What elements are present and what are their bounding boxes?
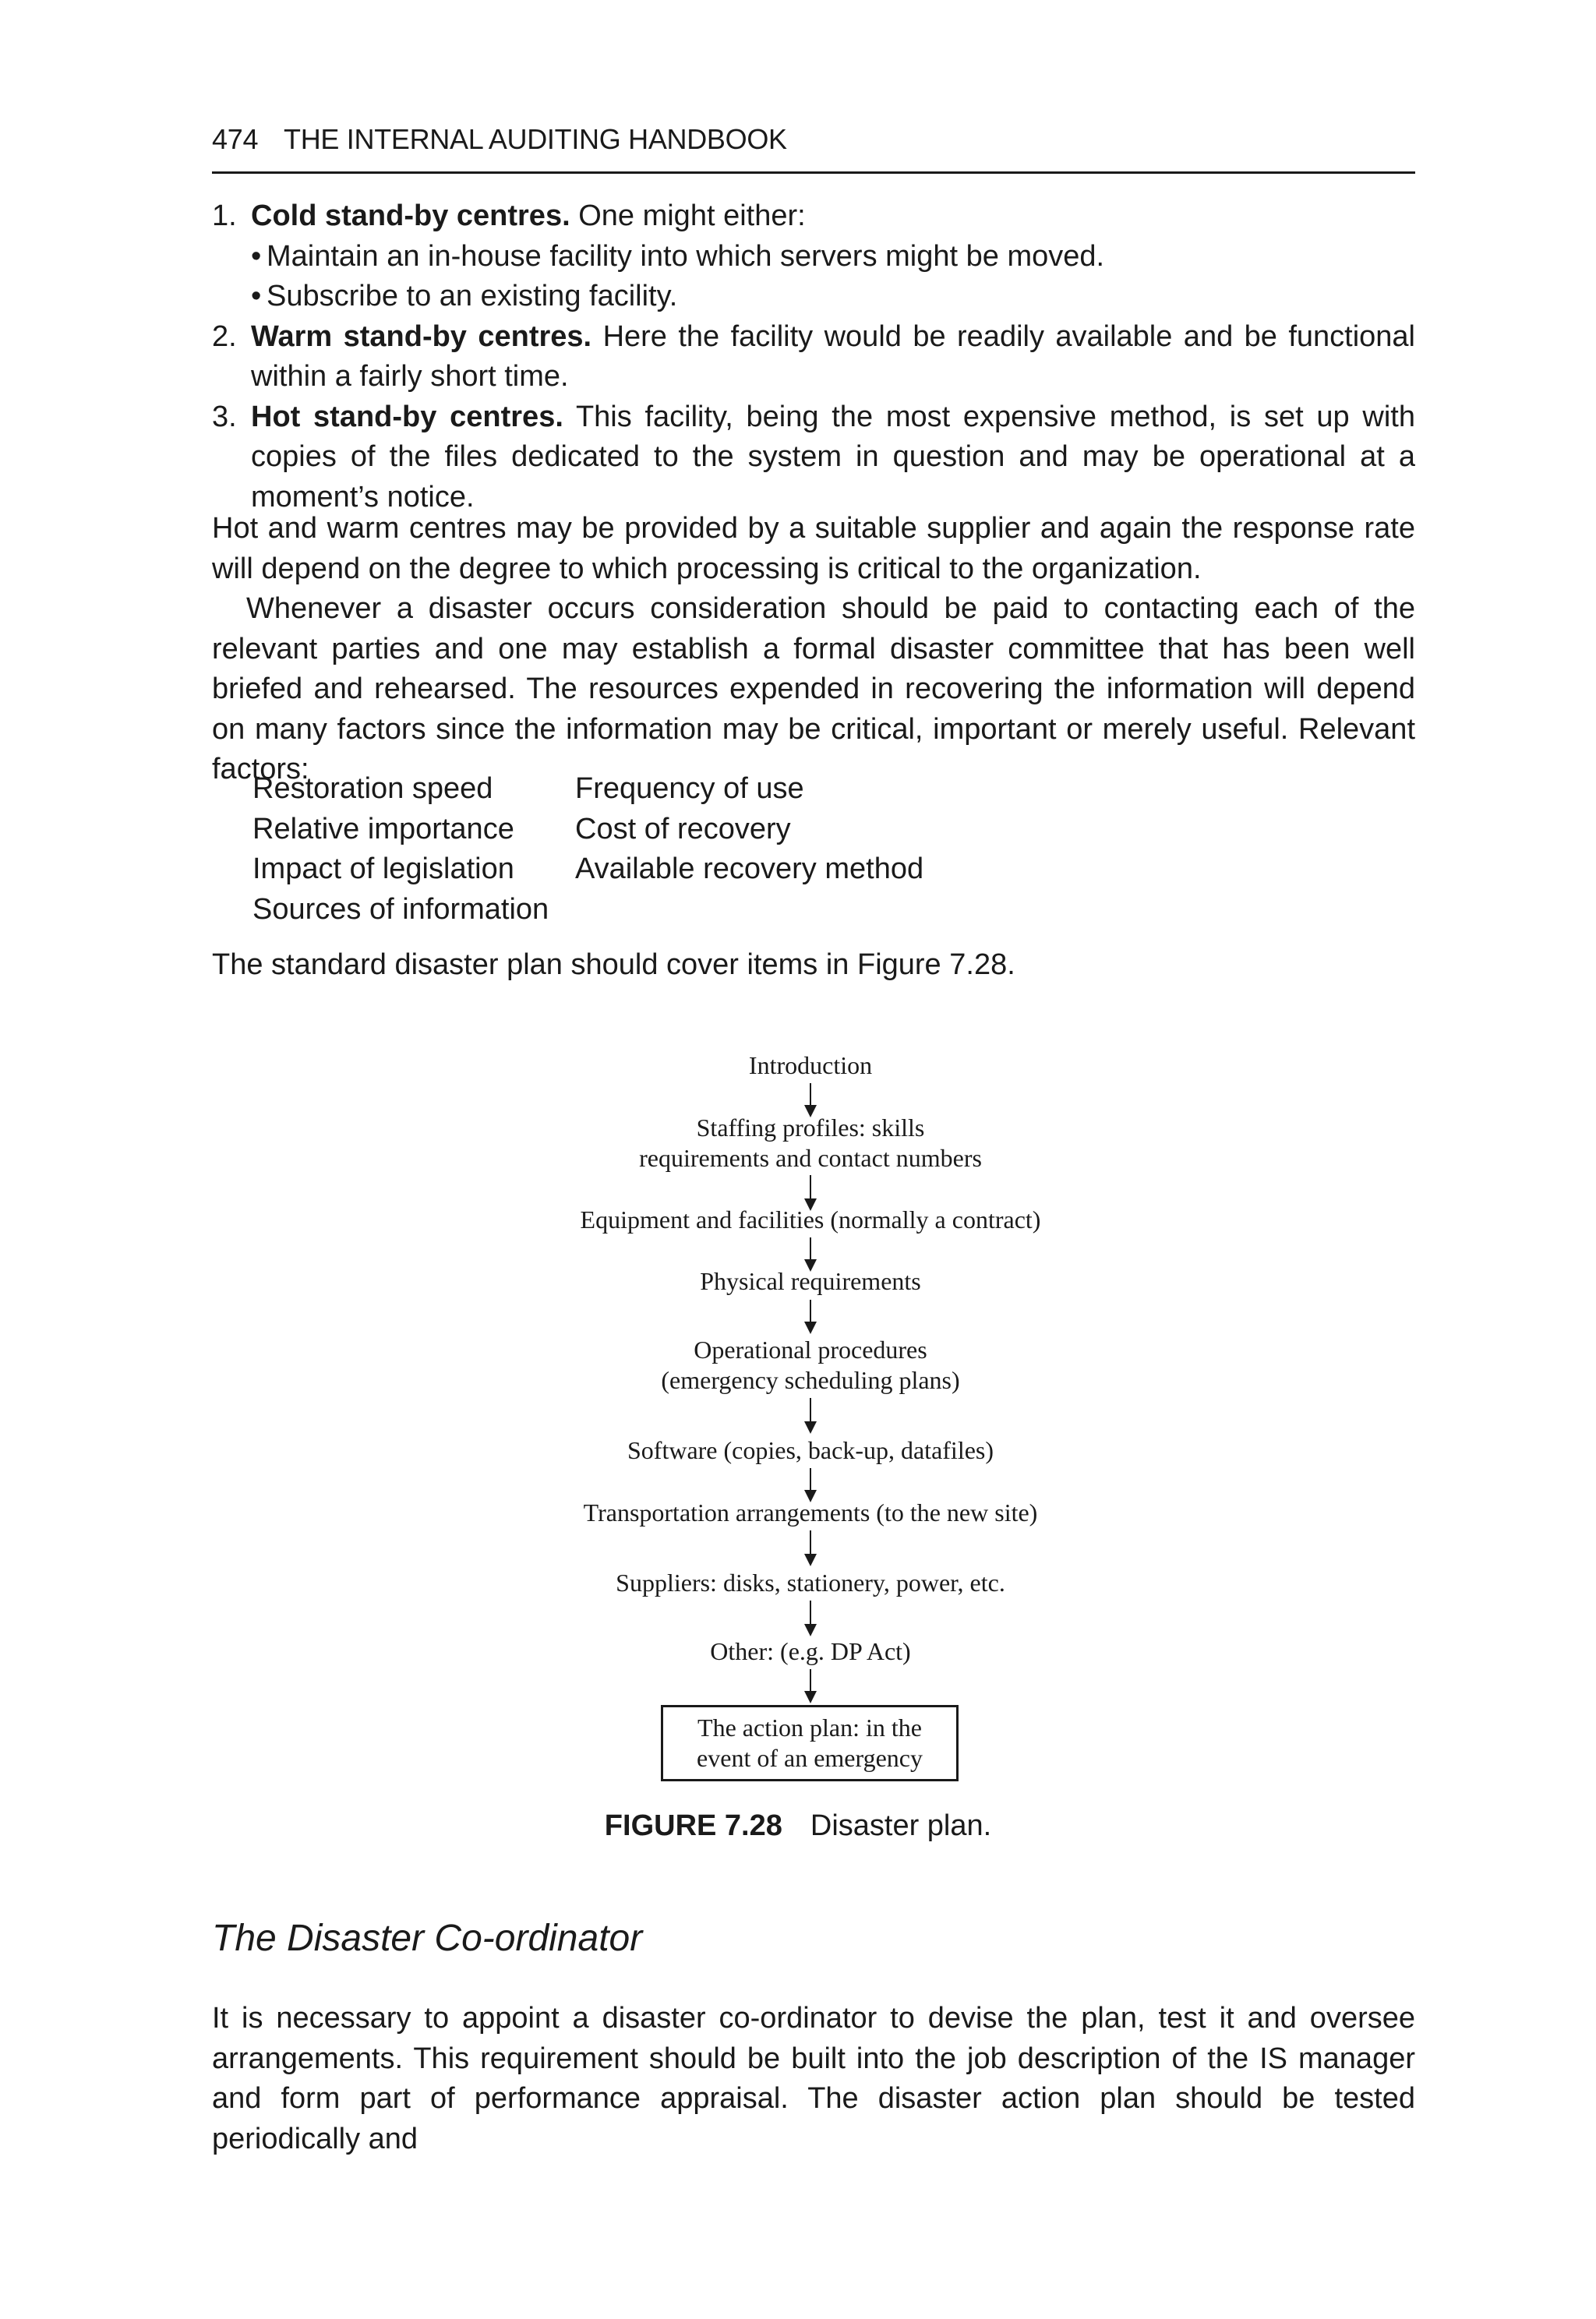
flow-step-line: Operational procedures	[694, 1336, 927, 1364]
list-number: 3.	[212, 400, 237, 433]
factor-row	[252, 810, 1032, 850]
caption-text: Disaster plan.	[810, 1809, 992, 1842]
flow-step	[436, 1205, 1185, 1235]
arrow-down-icon	[810, 1669, 811, 1702]
caption-label: FIGURE 7.28	[604, 1809, 782, 1842]
list-number: 2.	[212, 319, 237, 353]
box-line: The action plan: in the	[697, 1714, 922, 1742]
bullet-icon: •	[251, 280, 262, 312]
body-paragraphs	[212, 509, 1415, 790]
arrow-down-icon	[810, 1468, 811, 1501]
flow-step	[436, 1266, 1185, 1297]
book-title: THE INTERNAL AUDITING HANDBOOK	[284, 123, 787, 155]
running-header	[212, 117, 1415, 174]
factor-row	[252, 890, 1032, 930]
standby-centres-list	[212, 196, 1415, 517]
factor-item: Impact of legislation	[252, 852, 514, 885]
factor-item: Cost of recovery	[575, 812, 791, 845]
list-item-hot	[212, 397, 1415, 518]
list-item-heading: Cold stand-by centres.	[251, 199, 570, 232]
disaster-plan-flowchart	[436, 1036, 1185, 1800]
factor-item: Frequency of use	[575, 772, 804, 805]
flow-step-line: Equipment and facilities (normally a contract)	[580, 1205, 1041, 1234]
arrow-down-icon	[810, 1083, 811, 1116]
flow-step	[436, 1435, 1185, 1466]
factor-item: Relative importance	[252, 812, 514, 845]
flow-step-line: Introduction	[748, 1051, 873, 1079]
factor-item: Sources of information	[252, 892, 549, 926]
paragraph: Hot and warm centres may be provided by a suitable supplier and again the response rate will depend on the degree to which processing is critical to the organization.	[212, 512, 1415, 585]
list-item-heading: Warm stand-by centres.	[251, 319, 592, 353]
figure-caption	[0, 1809, 1596, 1843]
page-number: 474	[212, 123, 259, 155]
flow-step	[436, 1568, 1185, 1598]
section-heading: The Disaster Co-ordinator	[212, 1918, 643, 1959]
flow-step-line: Transportation arrangements (to the new site)	[583, 1498, 1038, 1527]
bullet-item	[212, 237, 1415, 277]
flow-step-line: Staffing profiles: skills	[696, 1114, 925, 1142]
list-item-warm	[212, 317, 1415, 397]
box-line: event of an emergency	[697, 1744, 923, 1772]
flow-step	[436, 1498, 1185, 1528]
factor-row	[252, 849, 1032, 890]
paragraph: Whenever a disaster occurs consideration should be paid to contacting each of the relevant parties and one may establish a formal disaster committee that has been well briefed and rehearsed. The resources expended in recovering the information will depend on many factors since the information may be critical, important or merely useful. Relevant factors:	[212, 592, 1415, 785]
list-item-text: This facility, being the most expensive method, is set up with copies of the files dedicated to the system in question and may be operational at a moment’s notice.	[251, 400, 1415, 514]
action-plan-box	[661, 1705, 959, 1781]
flow-step-line: requirements and contact numbers	[639, 1144, 982, 1172]
flow-step	[436, 1636, 1185, 1667]
relevant-factors-table	[252, 769, 1032, 930]
arrow-down-icon	[810, 1300, 811, 1332]
arrow-down-icon	[810, 1530, 811, 1565]
flow-step	[436, 1050, 1185, 1081]
list-item-heading: Hot stand-by centres.	[251, 400, 563, 433]
arrow-down-icon	[810, 1237, 811, 1270]
bullet-item	[212, 277, 1415, 317]
flow-step-line: (emergency scheduling plans)	[661, 1366, 960, 1394]
final-paragraph: It is necessary to appoint a disaster co-ordinator to devise the plan, test it and oversee arrangements. This requirement should be built into the job description of the IS manager and form part of performance appraisal. The disaster action plan should be tested periodically and	[212, 2002, 1415, 2155]
bullet-icon: •	[251, 239, 262, 273]
flow-step	[436, 1335, 1185, 1396]
list-number: 1.	[212, 199, 237, 232]
factor-item: Available recovery method	[575, 852, 924, 885]
flow-step-line: Other: (e.g. DP Act)	[710, 1637, 911, 1665]
list-item-cold	[212, 196, 1415, 237]
flow-step-line: Physical requirements	[700, 1267, 921, 1295]
arrow-down-icon	[810, 1601, 811, 1635]
bullet-text: Subscribe to an existing facility.	[267, 280, 678, 312]
factor-row	[252, 769, 1032, 810]
factor-item: Restoration speed	[252, 772, 493, 805]
arrow-down-icon	[810, 1398, 811, 1432]
flow-step	[436, 1113, 1185, 1174]
flow-step-line: Suppliers: disks, stationery, power, etc.	[616, 1569, 1005, 1597]
list-item-text: One might either:	[578, 199, 806, 232]
bullet-text: Maintain an in-house facility into which servers might be moved.	[267, 239, 1105, 273]
standard-plan-sentence: The standard disaster plan should cover items in Figure 7.28.	[212, 948, 1015, 981]
list-item-text: Here the facility would be readily available and be functional within a fairly short time.	[251, 319, 1416, 393]
flow-step-line: Software (copies, back-up, datafiles)	[627, 1436, 994, 1464]
